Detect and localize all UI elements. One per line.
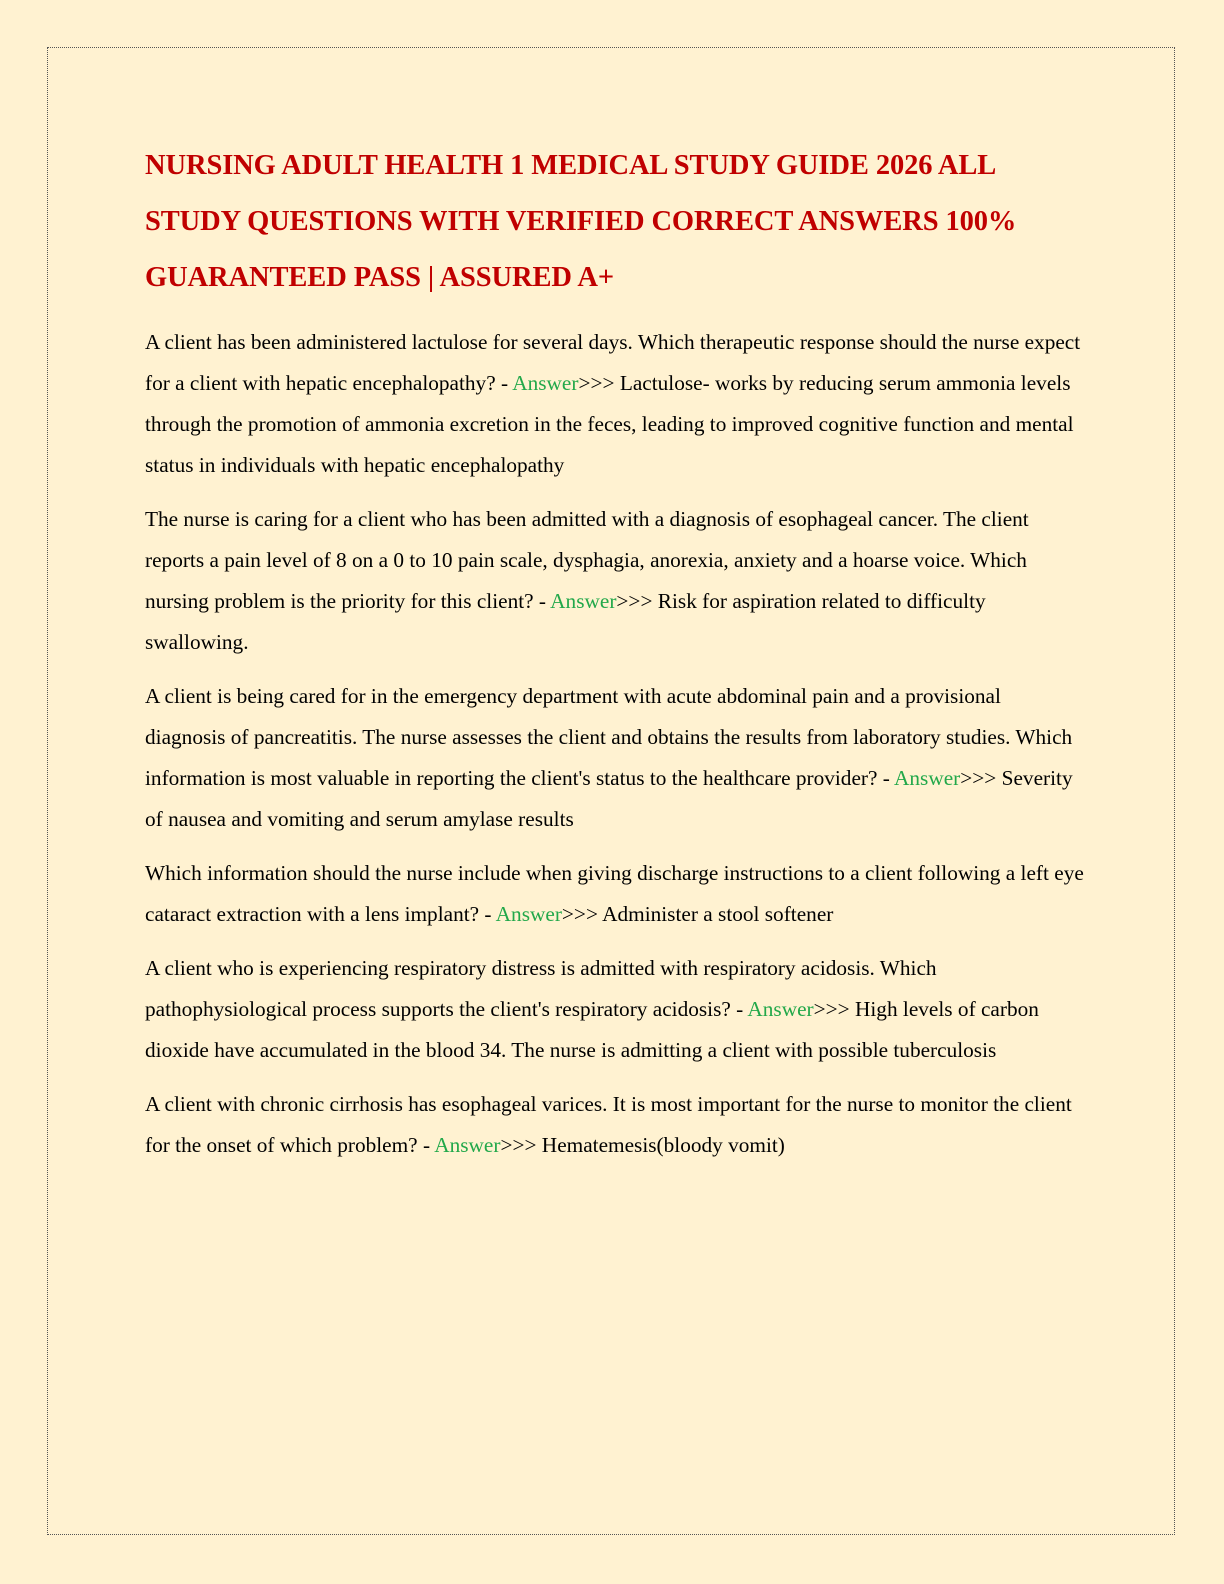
qa-item	[145, 676, 1085, 840]
answer-text: >>> Risk for aspiration related to difficulty swallowing.	[145, 589, 986, 654]
question-text: Which information should the nurse include when giving discharge instructions to a client following a left eye cataract extraction with a lens implant? -	[145, 861, 1084, 926]
qa-item	[145, 853, 1085, 935]
document-body	[145, 138, 1085, 1179]
answer-label: Answer	[434, 1133, 501, 1157]
qa-item	[145, 322, 1085, 486]
answer-label: Answer	[495, 902, 562, 926]
qa-item	[145, 1084, 1085, 1166]
answer-text: >>> Lactulose- works by reducing serum ammonia levels through the promotion of ammonia excretion in the feces, leading to improved cognitive function and mental status in individuals with hepatic encephalopathy	[145, 371, 1074, 477]
question-text: A client with chronic cirrhosis has esophageal varices. It is most important for the nurse to monitor the client for the onset of which problem? -	[145, 1092, 1072, 1157]
answer-label: Answer	[512, 371, 579, 395]
answer-label: Answer	[747, 997, 814, 1021]
answer-text: >>> Severity of nausea and vomiting and serum amylase results	[145, 766, 1073, 831]
qa-item	[145, 948, 1085, 1071]
answer-text: >>> Administer a stool softener	[561, 902, 834, 926]
question-text: A client who is experiencing respiratory distress is admitted with respiratory acidosis. Which pathophysiological process supports the client's respiratory acidosis? -	[145, 956, 937, 1021]
answer-label: Answer	[550, 589, 617, 613]
answer-label: Answer	[894, 766, 961, 790]
answer-text: >>> High levels of carbon dioxide have accumulated in the blood 34. The nurse is admitting a client with possible tuberculosis	[145, 997, 1039, 1062]
qa-item	[145, 499, 1085, 663]
question-text: The nurse is caring for a client who has been admitted with a diagnosis of esophageal cancer. The client reports a pain level of 8 on a 0 to 10 pain scale, dysphagia, anorexia, anxiety and a hoarse voice. Which nursing problem is the priority for this client? -	[145, 507, 1029, 613]
answer-text: >>> Hematemesis(bloody vomit)	[500, 1133, 785, 1157]
question-text: A client has been administered lactulose for several days. Which therapeutic response should the nurse expect for a client with hepatic encephalopathy? -	[145, 330, 1081, 395]
document-title: NURSING ADULT HEALTH 1 MEDICAL STUDY GUIDE 2026 ALL STUDY QUESTIONS WITH VERIFIED CORRECT ANSWERS 100% GUARANTEED PASS | ASSURED A+	[145, 150, 1017, 293]
question-text: A client is being cared for in the emergency department with acute abdominal pain and a provisional diagnosis of pancreatitis. The nurse assesses the client and obtains the results from laboratory studies. Which information is most valuable in reporting the client's status to the healthcare provider? -	[145, 684, 1073, 790]
